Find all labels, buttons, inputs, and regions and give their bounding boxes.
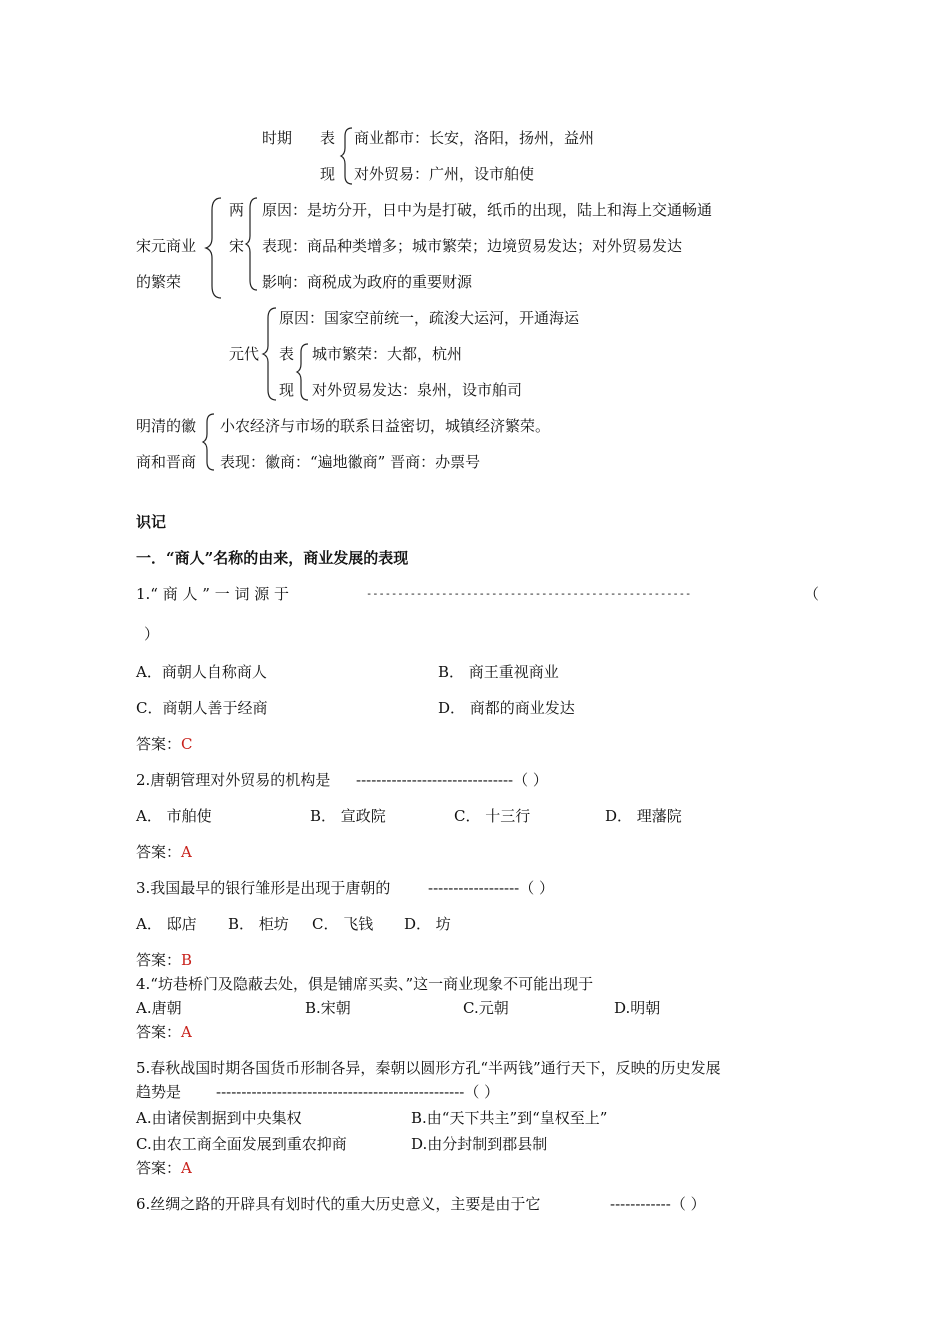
q1-answer-value: C: [181, 735, 193, 753]
song-brace: [245, 196, 259, 292]
q1-option-d: D． 商都的商业发达: [438, 699, 575, 717]
yuan-label: 元代: [229, 345, 260, 363]
q1-paren-open: （: [804, 585, 820, 603]
ming-line-show: 表现：徽商：“遍地徽商” 晋商：办票号: [220, 453, 481, 471]
song-yuan-label-2: 的繁荣: [136, 273, 182, 291]
song-impact: 影响：商税成为政府的重要财源: [262, 273, 473, 291]
yuan-reason: 原因：国家空前统一，疏浚大运河，开通海运: [279, 309, 580, 327]
ming-brace: [202, 412, 216, 472]
q4-stem: 4.“坊巷桥门及隐蔽去处，俱是铺席买卖、”这一商业现象不可能出现于: [136, 975, 594, 993]
yuan-line-trade: 对外贸易发达：泉州，设市舶司: [312, 381, 523, 399]
song-yuan-label-1: 宋元商业: [136, 237, 197, 255]
tang-line-trade: 对外贸易：广州，设市舶使: [354, 165, 535, 183]
q4-option-b: B.宋朝: [305, 999, 351, 1017]
yuan-brace: [262, 306, 278, 402]
answer-label: 答案：: [136, 843, 182, 861]
yuan-line-cities: 城市繁荣：大都，杭州: [312, 345, 463, 363]
q3-option-b: B． 柜坊: [228, 915, 289, 933]
q3-option-d: D． 坊: [404, 915, 451, 933]
yuan-show-brace: [296, 342, 310, 402]
q3-answer: [136, 950, 192, 970]
q2-stem: 2.唐朝管理对外贸易的机构是: [136, 771, 331, 789]
answer-label: 答案：: [136, 735, 182, 753]
tang-biao-char: 表: [320, 129, 336, 147]
tang-brace: [340, 126, 354, 186]
yuan-xian-char: 现: [279, 381, 295, 399]
tang-period-label: 时期: [262, 129, 293, 147]
song-liang-char: 两: [229, 201, 245, 219]
q5-answer-value: A: [181, 1159, 192, 1177]
subsection-title: 一．“商人”名称的由来，商业发展的表现: [136, 549, 409, 567]
q1-stem: 1.“ 商 人 ” 一 词 源 于: [136, 585, 290, 603]
q4-answer-value: A: [181, 1023, 192, 1041]
song-show: 表现：商品种类增多；城市繁荣；边境贸易发达；对外贸易发达: [262, 237, 683, 255]
q5-option-c: C.由农工商全面发展到重农抑商: [136, 1135, 347, 1153]
q5-answer: [136, 1158, 192, 1178]
song-song-char: 宋: [229, 237, 245, 255]
q3-dashes: ------------------（ ）: [428, 879, 554, 897]
answer-label: 答案：: [136, 1159, 182, 1177]
q1-paren-close: ）: [144, 625, 160, 643]
q2-dashes: -------------------------------（ ）: [356, 771, 548, 789]
q5-option-a: A.由诸侯割据到中央集权: [136, 1109, 302, 1127]
q4-option-a: A.唐朝: [136, 999, 182, 1017]
q1-dashes: ----------------------------------------------------: [366, 588, 692, 600]
q2-option-c: C． 十三行: [454, 807, 531, 825]
q4-option-d: D.明朝: [614, 999, 661, 1017]
q1-option-c: C．商朝人善于经商: [136, 699, 268, 717]
q2-option-b: B． 宣政院: [310, 807, 386, 825]
section-title: 识记: [136, 513, 167, 531]
answer-label: 答案：: [136, 951, 182, 969]
q6-dashes: ------------（ ）: [610, 1195, 706, 1213]
q1-answer: [136, 734, 193, 754]
q2-answer-value: A: [181, 843, 192, 861]
q5-option-b: B.由“天下共主”到“皇权至上”: [411, 1109, 608, 1127]
q4-option-c: C.元朝: [463, 999, 509, 1017]
q3-option-a: A． 邸店: [136, 915, 197, 933]
q2-option-d: D． 理藩院: [605, 807, 682, 825]
q5-stem-2: 趋势是: [136, 1083, 182, 1101]
q2-option-a: A． 市舶使: [136, 807, 212, 825]
q5-dashes: -------------------------------------------------（ ）: [216, 1083, 500, 1101]
song-yuan-brace: [205, 196, 223, 300]
q1-option-a: A．商朝人自称商人: [136, 663, 267, 681]
q6-stem: 6.丝绸之路的开辟具有划时代的重大历史意义，主要是由于它: [136, 1195, 541, 1213]
tang-xian-char: 现: [320, 165, 336, 183]
ming-label-2: 商和晋商: [136, 453, 197, 471]
q5-option-d: D.由分封制到郡县制: [411, 1135, 548, 1153]
tang-line-cities: 商业都市：长安，洛阳，扬州，益州: [354, 129, 595, 147]
q1-option-b: B． 商王重视商业: [438, 663, 559, 681]
song-reason: 原因：是坊分开，日中为是打破，纸币的出现，陆上和海上交通畅通: [262, 201, 713, 219]
q3-answer-value: B: [181, 951, 193, 969]
yuan-biao-char: 表: [279, 345, 295, 363]
q3-stem: 3.我国最早的银行雏形是出现于唐朝的: [136, 879, 391, 897]
answer-label: 答案：: [136, 1023, 182, 1041]
q5-stem: 5.春秋战国时期各国货币形制各异，秦朝以圆形方孔“半两钱”通行天下，反映的历史发展: [136, 1059, 721, 1077]
q3-option-c: C． 飞钱: [312, 915, 374, 933]
q4-answer: [136, 1022, 192, 1042]
ming-label-1: 明清的徽: [136, 417, 197, 435]
ming-line-economy: 小农经济与市场的联系日益密切，城镇经济繁荣。: [220, 417, 551, 435]
q2-answer: [136, 842, 192, 862]
